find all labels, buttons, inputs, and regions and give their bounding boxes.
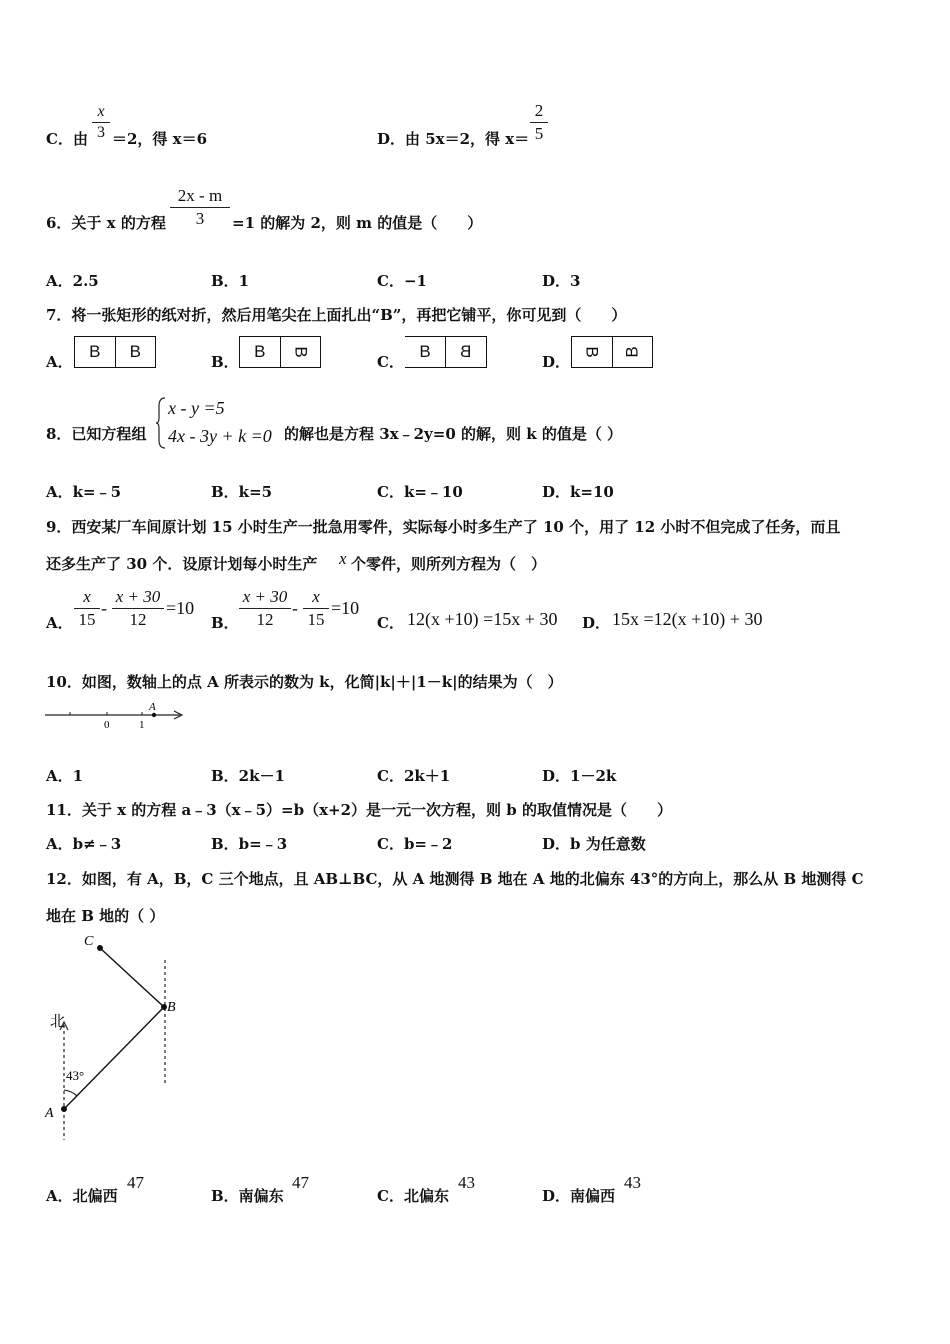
glyph-mirrored bbox=[445, 337, 486, 367]
q6-stem-prefix: 6．关于 x 的方程 bbox=[46, 214, 166, 232]
q9-option-a-label: A． bbox=[46, 614, 73, 632]
q9-option-b-minus: - bbox=[292, 598, 298, 618]
angle-label: 43° bbox=[66, 1068, 85, 1083]
point-a-label: A bbox=[149, 701, 156, 713]
q10-option-c: C．2k＋1 bbox=[377, 767, 451, 785]
q9-option-b-rhs: =10 bbox=[331, 598, 360, 618]
glyph: B bbox=[89, 342, 101, 361]
frac-denominator: 15 bbox=[307, 610, 325, 629]
q10-number-line bbox=[40, 698, 190, 732]
q9-stem-line1: 9．西安某厂车间原计划 15 小时生产一批急用零件，实际每小时多生产了 10 个，用了 12 小时不但完成了任务，而且 bbox=[46, 518, 841, 536]
frac-numerator: 2 bbox=[530, 101, 548, 123]
frac-denominator: 3 bbox=[97, 124, 105, 141]
q12-option-a-value: 47 bbox=[127, 1173, 144, 1192]
q10-option-d: D．1－2k bbox=[542, 767, 617, 785]
north-label: 北 bbox=[50, 1012, 66, 1030]
glyph: B bbox=[254, 342, 266, 361]
q9-option-a-frac2 bbox=[112, 587, 164, 630]
label-c: C bbox=[84, 934, 94, 949]
segment-ab bbox=[64, 1007, 164, 1109]
q9-option-b-frac2 bbox=[303, 587, 329, 630]
q8-option-a: A．k=﹣5 bbox=[46, 483, 122, 501]
q12-option-c-value: 43 bbox=[458, 1173, 475, 1192]
q11-option-d: D．b 为任意数 bbox=[542, 835, 646, 853]
q9-option-c-expr: 12(x +10) =15x + 30 bbox=[407, 609, 558, 629]
q12-stem-line2: 地在 B 地的（ ） bbox=[46, 907, 165, 925]
point-c bbox=[97, 945, 103, 951]
frac-numerator: 2x - m bbox=[170, 186, 230, 208]
q10-option-a: A．1 bbox=[46, 767, 84, 785]
q7-figure-a bbox=[74, 336, 156, 368]
q7-stem: 7．将一张矩形的纸对折，然后用笔尖在上面扎出“B”，再把它铺平，你可见到（ ） bbox=[46, 306, 627, 324]
q7-label-d: D． bbox=[542, 353, 571, 371]
q8-option-d: D．k=10 bbox=[542, 483, 614, 501]
glyph: B bbox=[460, 342, 472, 361]
q7-figure-d bbox=[571, 336, 653, 368]
q6-stem-suffix: =1 的解为 2，则 m 的值是（ ） bbox=[232, 214, 483, 232]
tick-label-one: 1 bbox=[139, 719, 145, 731]
q8-stem-suffix: 的解也是方程 3x﹣2y=0 的解，则 k 的值是（ ） bbox=[284, 425, 623, 443]
q9-stem-line2b: 个零件，则所列方程为（ ） bbox=[351, 555, 547, 573]
q12-option-d-label: D．南偏西 bbox=[542, 1187, 616, 1205]
q9-option-b-frac1 bbox=[239, 587, 291, 630]
q8-stem-prefix: 8．已知方程组 bbox=[46, 425, 147, 443]
q7-figure-c bbox=[405, 336, 487, 368]
q5-option-c-rest: ＝2，得 x＝6 bbox=[112, 130, 208, 148]
q8-brace bbox=[155, 396, 167, 450]
q8-option-b: B．k=5 bbox=[211, 483, 273, 501]
q9-option-d-expr: 15x =12(x +10) + 30 bbox=[612, 609, 763, 629]
glyph: B bbox=[115, 337, 156, 367]
frac-numerator: x + 30 bbox=[112, 587, 164, 609]
q6-option-b: B．1 bbox=[211, 272, 250, 290]
frac-numerator: x bbox=[303, 587, 329, 609]
q5-option-c-fraction bbox=[92, 103, 110, 142]
glyph: B bbox=[622, 346, 642, 358]
q12-option-b-label: B．南偏东 bbox=[211, 1187, 284, 1205]
q12-option-c-label: C．北偏东 bbox=[377, 1187, 449, 1205]
glyph: B bbox=[582, 346, 602, 358]
glyph-rotated bbox=[612, 337, 653, 367]
q11-option-a: A．b≠﹣3 bbox=[46, 835, 122, 853]
frac-numerator: x bbox=[74, 587, 100, 609]
q7-label-a: A． bbox=[46, 353, 73, 371]
frac-denominator: 12 bbox=[129, 610, 147, 629]
q11-option-b: B．b=﹣3 bbox=[211, 835, 288, 853]
q9-option-d-label: D． bbox=[582, 614, 611, 632]
q10-option-b: B．2k－1 bbox=[211, 767, 285, 785]
q11-stem: 11．关于 x 的方程 a﹣3（x﹣5）=b（x+2）是一元一次方程，则 b 的取值情况是（ ） bbox=[46, 801, 672, 819]
q7-label-b: B． bbox=[211, 353, 239, 371]
frac-denominator: 15 bbox=[78, 610, 96, 629]
label-a: A bbox=[45, 1106, 54, 1121]
q7-figure-b bbox=[239, 336, 321, 368]
q12-stem-line1: 12．如图，有 A，B，C 三个地点，且 AB⊥BC，从 A 地测得 B 地在 A 地的北偏东 43°的方向上，那么从 B 地测得 C bbox=[46, 870, 864, 888]
q5-option-d-fraction bbox=[530, 101, 548, 144]
q9-option-a-frac1 bbox=[74, 587, 100, 630]
q9-option-a-minus: - bbox=[101, 598, 107, 618]
q9-option-b-label: B． bbox=[211, 614, 239, 632]
q6-fraction bbox=[170, 186, 230, 229]
q8-equation-1: x - y =5 bbox=[168, 398, 225, 418]
frac-numerator: x bbox=[92, 103, 110, 123]
frac-denominator: 12 bbox=[256, 610, 274, 629]
q6-option-c: C．−1 bbox=[377, 272, 427, 290]
q7-label-c: C． bbox=[377, 353, 404, 371]
q6-option-d: D．3 bbox=[542, 272, 581, 290]
label-b: B bbox=[167, 1000, 176, 1015]
angle-arc bbox=[64, 1090, 77, 1096]
q9-variable-x: x bbox=[339, 549, 347, 568]
segment-bc bbox=[100, 948, 164, 1007]
glyph: B bbox=[419, 342, 431, 361]
glyph-rotated bbox=[572, 337, 612, 367]
glyph: B bbox=[291, 346, 311, 358]
q12-option-b-value: 47 bbox=[292, 1173, 309, 1192]
q12-diagram bbox=[40, 930, 190, 1145]
q9-stem-line2a: 还多生产了 30 个．设原计划每小时生产 bbox=[46, 555, 318, 573]
q5-option-c-label: C．由 bbox=[46, 130, 88, 148]
frac-denominator: 5 bbox=[534, 124, 544, 143]
frac-denominator: 3 bbox=[195, 209, 205, 228]
q12-option-a-label: A．北偏西 bbox=[46, 1187, 118, 1205]
q9-option-a-rhs: =10 bbox=[166, 598, 195, 618]
q10-stem: 10．如图，数轴上的点 A 所表示的数为 k，化简|k|＋|1－k|的结果为（ ） bbox=[46, 673, 563, 691]
q5-option-d-label: D．由 5x＝2，得 x＝ bbox=[377, 130, 530, 148]
frac-numerator: x + 30 bbox=[239, 587, 291, 609]
q11-option-c: C．b=﹣2 bbox=[377, 835, 453, 853]
q9-option-c-label: C． bbox=[377, 614, 404, 632]
q12-option-d-value: 43 bbox=[624, 1173, 641, 1192]
q6-option-a: A．2.5 bbox=[46, 272, 99, 290]
tick-label-zero: 0 bbox=[104, 719, 110, 731]
q8-equation-2: 4x - 3y + k =0 bbox=[168, 426, 272, 446]
point-a bbox=[152, 713, 156, 717]
glyph-rotated bbox=[280, 337, 321, 367]
point-a bbox=[61, 1106, 67, 1112]
q8-option-c: C．k=﹣10 bbox=[377, 483, 463, 501]
